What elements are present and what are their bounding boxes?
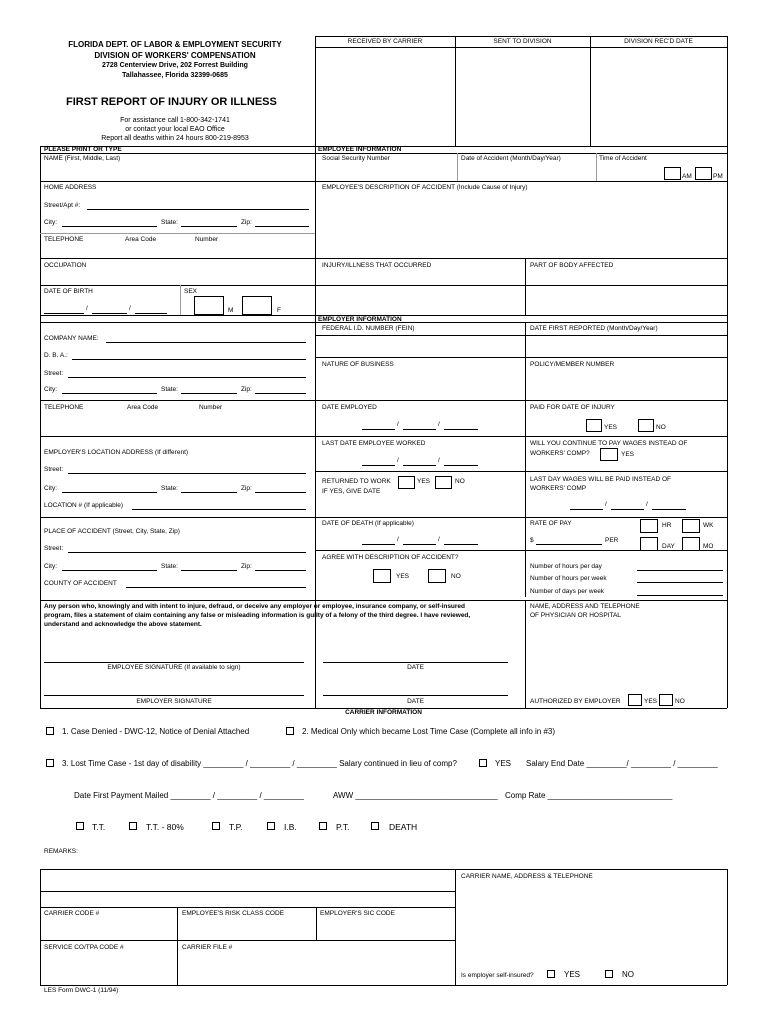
returned-yes-checkbox[interactable]	[398, 476, 415, 489]
last-wages-year[interactable]	[652, 509, 686, 510]
lost-time-checkbox[interactable]	[46, 759, 54, 767]
nature-of-business-label: NATURE OF BUSINESS	[322, 361, 394, 368]
paid-yes-checkbox[interactable]	[586, 419, 602, 432]
time-of-accident-label: Time of Accident	[599, 155, 647, 162]
employer-signature-label: EMPLOYER SIGNATURE	[136, 698, 212, 705]
days-per-week-field[interactable]	[637, 595, 723, 596]
rate-hr-label: HR	[662, 522, 672, 529]
cert-line-3: understand and acknowledge the above statement.	[44, 621, 202, 628]
date-of-death-label: DATE OF DEATH (If applicable)	[322, 520, 414, 527]
employee-section-title: EMPLOYEE INFORMATION	[318, 146, 402, 153]
sex-m-checkbox[interactable]	[194, 296, 224, 315]
last-date-worked-label: LAST DATE EMPLOYEE WORKED	[322, 440, 426, 447]
employer-sig-date-field[interactable]	[323, 695, 508, 696]
authorized-no-checkbox[interactable]	[659, 694, 673, 706]
returned-yes-label: YES	[417, 478, 431, 485]
carrier-name-label: CARRIER NAME, ADDRESS & TELEPHONE	[461, 873, 593, 880]
self-insured-no-label: NO	[622, 970, 634, 979]
employee-signature-field[interactable]	[44, 662, 304, 663]
paid-no-checkbox[interactable]	[638, 419, 654, 432]
remarks-label: REMARKS:	[44, 848, 78, 855]
dob-year-field[interactable]	[135, 313, 167, 314]
street-apt-field[interactable]	[87, 209, 309, 210]
location-number-label: LOCATION # (If applicable)	[44, 502, 123, 509]
death-label: DEATH	[389, 822, 418, 832]
form-title: FIRST REPORT OF INJURY OR ILLNESS	[66, 96, 277, 108]
body-part-label: PART OF BODY AFFECTED	[530, 262, 614, 269]
last-wages-day[interactable]	[611, 509, 644, 510]
dob-label: DATE OF BIRTH	[44, 288, 93, 295]
location-number-field[interactable]	[132, 509, 306, 510]
rate-of-pay-label: RATE OF PAY	[530, 520, 572, 527]
am-label: AM	[682, 173, 692, 180]
employer-street-label: Street:	[44, 370, 64, 377]
state-label: State:	[161, 219, 178, 226]
company-name-label: COMPANY NAME:	[44, 335, 99, 342]
agree-yes-checkbox[interactable]	[373, 569, 391, 583]
place-state-label: State:	[161, 563, 178, 570]
employer-zip-field[interactable]	[255, 393, 306, 394]
salary-end-date-label: Salary End Date _________/ _________ / _________	[526, 759, 718, 768]
tp-checkbox[interactable]	[212, 822, 220, 830]
salary-continued-yes-label: YES	[495, 759, 512, 768]
continue-pay-yes-checkbox[interactable]	[600, 448, 618, 461]
assist-line-1: For assistance call 1-800-342-1741	[120, 117, 230, 124]
place-of-accident-label: PLACE OF ACCIDENT (Street, City, State, Zip)	[44, 528, 180, 535]
state-field[interactable]	[181, 226, 237, 227]
returned-give-date-label: IF YES, GIVE DATE	[322, 488, 381, 495]
continue-pay-line-1: WILL YOU CONTINUE TO PAY WAGES INSTEAD OF	[530, 440, 688, 447]
am-checkbox[interactable]	[664, 167, 681, 180]
fein-label: FEDERAL I.D. NUMBER (FEIN)	[322, 325, 415, 332]
tt80-checkbox[interactable]	[129, 822, 137, 830]
location-state-label: State:	[161, 485, 178, 492]
death-month[interactable]	[362, 544, 395, 545]
ib-label: I.B.	[284, 822, 297, 832]
hours-per-day-field[interactable]	[637, 570, 723, 571]
paid-no-label: NO	[656, 424, 666, 431]
tt80-label: T.T. - 80%	[146, 822, 184, 832]
policy-number-label: POLICY/MEMBER NUMBER	[530, 361, 615, 368]
home-address-label: HOME ADDRESS	[44, 184, 97, 191]
physician-label-2: OF PHYSICIAN OR HOSPITAL	[530, 612, 621, 619]
sent-to-division-label: SENT TO DIVISION	[493, 38, 552, 45]
death-checkbox[interactable]	[371, 822, 379, 830]
returned-to-work-label: RETURNED TO WORK	[322, 478, 391, 485]
date-employed-year[interactable]	[444, 429, 478, 430]
received-by-carrier-label: RECEIVED BY CARRIER	[347, 38, 423, 45]
place-zip-label: Zip:	[241, 563, 252, 570]
date-employed-month[interactable]	[362, 429, 395, 430]
date-employed-day[interactable]	[403, 429, 436, 430]
location-street-label: Street:	[44, 466, 64, 473]
rate-day-checkbox[interactable]	[640, 537, 658, 551]
employer-telephone-label: TELEPHONE	[44, 404, 84, 411]
employer-number-label: Number	[199, 404, 223, 411]
ib-checkbox[interactable]	[267, 822, 275, 830]
division-name: DIVISION OF WORKERS' COMPENSATION	[94, 51, 256, 60]
location-city-field[interactable]	[62, 492, 157, 493]
rate-wk-label: WK	[703, 522, 714, 529]
last-worked-year[interactable]	[444, 465, 478, 466]
form-id: LES Form DWC-1 (11/94)	[44, 987, 119, 994]
employer-area-code-label: Area Code	[127, 404, 159, 411]
city-label: City:	[44, 219, 57, 226]
authorized-no-label: NO	[675, 698, 685, 705]
assist-line-2: or contact your local EAO Office	[125, 126, 225, 133]
carrier-file-label: CARRIER FILE #	[182, 944, 233, 951]
sex-m-label: M	[228, 307, 234, 314]
returned-no-label: NO	[455, 478, 465, 485]
county-label: COUNTY OF ACCIDENT	[44, 580, 117, 587]
employer-city-label: City:	[44, 386, 57, 393]
zip-label: Zip:	[241, 219, 252, 226]
injury-label: INJURY/ILLNESS THAT OCCURRED	[322, 262, 432, 269]
place-city-field[interactable]	[62, 570, 157, 571]
employer-zip-label: Zip:	[241, 386, 252, 393]
location-street-field[interactable]	[68, 473, 306, 474]
employer-state-label: State:	[161, 386, 178, 393]
number-label: Number	[195, 236, 219, 243]
address-line-1: 2728 Centerview Drive, 202 Forrest Building	[102, 62, 248, 69]
rate-hr-checkbox[interactable]	[640, 519, 658, 533]
carrier-section-title: CARRIER INFORMATION	[345, 709, 422, 716]
employer-city-field[interactable]	[62, 393, 157, 394]
dob-day-field[interactable]	[92, 313, 127, 314]
city-field[interactable]	[62, 226, 157, 227]
location-address-label: EMPLOYER'S LOCATION ADDRESS (If different)	[44, 449, 189, 456]
rate-day-label: DAY	[662, 543, 675, 550]
dba-label: D. B. A.:	[44, 352, 68, 359]
self-insured-label: Is employer self-insured?	[461, 972, 534, 979]
date-first-reported-label: DATE FIRST REPORTED (Month/Day/Year)	[530, 325, 658, 332]
comp-rate-label: Comp Rate ____________________________	[505, 791, 673, 800]
physician-label-1: NAME, ADDRESS AND TELEPHONE	[530, 603, 640, 610]
address-line-2: Tallahassee, Florida 32399-0685	[122, 72, 228, 79]
death-year[interactable]	[444, 544, 478, 545]
rate-mo-label: MO	[703, 543, 714, 550]
location-zip-field[interactable]	[255, 492, 306, 493]
place-street-field[interactable]	[68, 552, 306, 553]
rate-wk-checkbox[interactable]	[682, 519, 700, 533]
medical-only-checkbox[interactable]	[286, 727, 294, 735]
aww-label: AWW ________________________________	[333, 791, 498, 800]
place-city-label: City:	[44, 563, 57, 570]
telephone-label: TELEPHONE	[44, 236, 84, 243]
cert-line-1: Any person who, knowingly and with intent to injure, defraud, or deceive any employer or employee, insurance company, or self-insured	[44, 603, 466, 610]
ssn-label: Social Security Number	[322, 155, 390, 162]
days-per-week-label: Number of days per week	[530, 588, 605, 595]
salary-continued-yes-checkbox[interactable]	[479, 759, 487, 767]
company-name-field[interactable]	[106, 342, 306, 343]
employee-sig-date-field[interactable]	[323, 662, 508, 663]
employee-name-label: NAME (First, Middle, Last)	[44, 155, 121, 162]
continue-pay-yes-label: YES	[621, 451, 635, 458]
pm-label: PM	[713, 173, 723, 180]
authorized-yes-label: YES	[644, 698, 658, 705]
employer-section-title: EMPLOYER INFORMATION	[318, 316, 402, 323]
per-label: PER	[605, 537, 619, 544]
agency-name: FLORIDA DEPT. OF LABOR & EMPLOYMENT SECURITY	[68, 40, 282, 49]
pm-checkbox[interactable]	[695, 167, 712, 180]
case-denied-label: 1. Case Denied - DWC-12, Notice of Denial Attached	[62, 727, 250, 736]
employer-signature-field[interactable]	[44, 695, 304, 696]
last-day-wages-line-2: WORKERS' COMP	[530, 485, 587, 492]
tt-label: T.T.	[92, 822, 106, 832]
rate-mo-checkbox[interactable]	[682, 537, 700, 551]
pt-label: P.T.	[336, 822, 350, 832]
employer-state-field[interactable]	[181, 393, 237, 394]
agree-no-checkbox[interactable]	[428, 569, 446, 583]
medical-only-label: 2. Medical Only which became Lost Time Case (Complete all info in #3)	[302, 727, 555, 736]
sic-code-label: EMPLOYER'S SIC CODE	[320, 910, 395, 917]
lost-time-label: 3. Lost Time Case - 1st day of disability _________ / _________ / _________ Salary continued in lieu of comp?	[62, 759, 457, 768]
service-code-label: SERVICE CO/TPA CODE #	[44, 944, 124, 951]
authorized-yes-checkbox[interactable]	[628, 694, 642, 706]
street-apt-label: Street/Apt #:	[44, 202, 81, 209]
place-street-label: Street:	[44, 545, 64, 552]
self-insured-yes-label: YES	[564, 970, 581, 979]
dob-month-field[interactable]	[44, 313, 84, 314]
location-state-field[interactable]	[181, 492, 237, 493]
employee-sig-date-label: DATE	[407, 664, 424, 671]
print-note: PLEASE PRINT OR TYPE	[44, 146, 122, 153]
case-denied-checkbox[interactable]	[46, 727, 54, 735]
hours-per-week-field[interactable]	[637, 582, 723, 583]
place-state-field[interactable]	[181, 570, 237, 571]
employee-signature-label: EMPLOYEE SIGNATURE (If available to sign)	[107, 664, 241, 671]
dba-field[interactable]	[72, 359, 306, 360]
risk-class-label: EMPLOYEE'S RISK CLASS CODE	[182, 910, 285, 917]
last-wages-month[interactable]	[570, 509, 603, 510]
cert-line-2: program, files a statement of claim containing any false or misleading information is guilty of a felony of the third degree. I have reviewed,	[44, 612, 471, 619]
dollar-sign: $	[530, 537, 534, 544]
agree-no-label: NO	[451, 573, 461, 580]
authorized-label: AUTHORIZED BY EMPLOYER	[530, 698, 621, 705]
death-day[interactable]	[403, 544, 436, 545]
sex-f-checkbox[interactable]	[242, 296, 272, 315]
tt-checkbox[interactable]	[76, 822, 84, 830]
last-worked-month[interactable]	[362, 465, 395, 466]
continue-pay-line-2: WORKERS' COMP?	[530, 450, 590, 457]
carrier-code-label: CARRIER CODE #	[44, 910, 100, 917]
accident-description-label: EMPLOYEE'S DESCRIPTION OF ACCIDENT (Include Cause of Injury)	[322, 184, 528, 191]
last-day-wages-line-1: LAST DAY WAGES WILL BE PAID INSTEAD OF	[530, 476, 671, 483]
sex-f-label: F	[277, 307, 281, 314]
first-payment-label: Date First Payment Mailed _________ / _________ / _________	[74, 791, 304, 800]
paid-date-injury-label: PAID FOR DATE OF INJURY	[530, 404, 615, 411]
pt-checkbox[interactable]	[319, 822, 327, 830]
date-of-accident-label: Date of Accident (Month/Day/Year)	[461, 155, 561, 162]
location-city-label: City:	[44, 485, 57, 492]
location-zip-label: Zip:	[241, 485, 252, 492]
occupation-label: OCCUPATION	[44, 262, 87, 269]
tp-label: T.P.	[229, 822, 243, 832]
hours-per-day-label: Number of hours per day	[530, 563, 602, 570]
self-insured-yes-checkbox[interactable]	[547, 970, 555, 978]
rate-amount-field[interactable]	[536, 544, 602, 545]
place-zip-field[interactable]	[255, 570, 306, 571]
agree-description-label: AGREE WITH DESCRIPTION OF ACCIDENT?	[322, 554, 459, 561]
assist-line-3: Report all deaths within 24 hours 800-219-8953	[101, 135, 249, 142]
date-employed-label: DATE EMPLOYED	[322, 404, 377, 411]
division-recd-date-label: DIVISION REC'D DATE	[624, 38, 693, 45]
employer-sig-date-label: DATE	[407, 698, 424, 705]
returned-no-checkbox[interactable]	[435, 476, 452, 489]
agree-yes-label: YES	[396, 573, 410, 580]
hours-per-week-label: Number of hours per week	[530, 575, 607, 582]
zip-field[interactable]	[255, 226, 309, 227]
self-insured-no-checkbox[interactable]	[605, 970, 613, 978]
paid-yes-label: YES	[604, 424, 618, 431]
sex-label: SEX	[184, 288, 198, 295]
area-code-label: Area Code	[125, 236, 157, 243]
last-worked-day[interactable]	[403, 465, 436, 466]
employer-street-field[interactable]	[68, 377, 306, 378]
county-field[interactable]	[126, 587, 306, 588]
